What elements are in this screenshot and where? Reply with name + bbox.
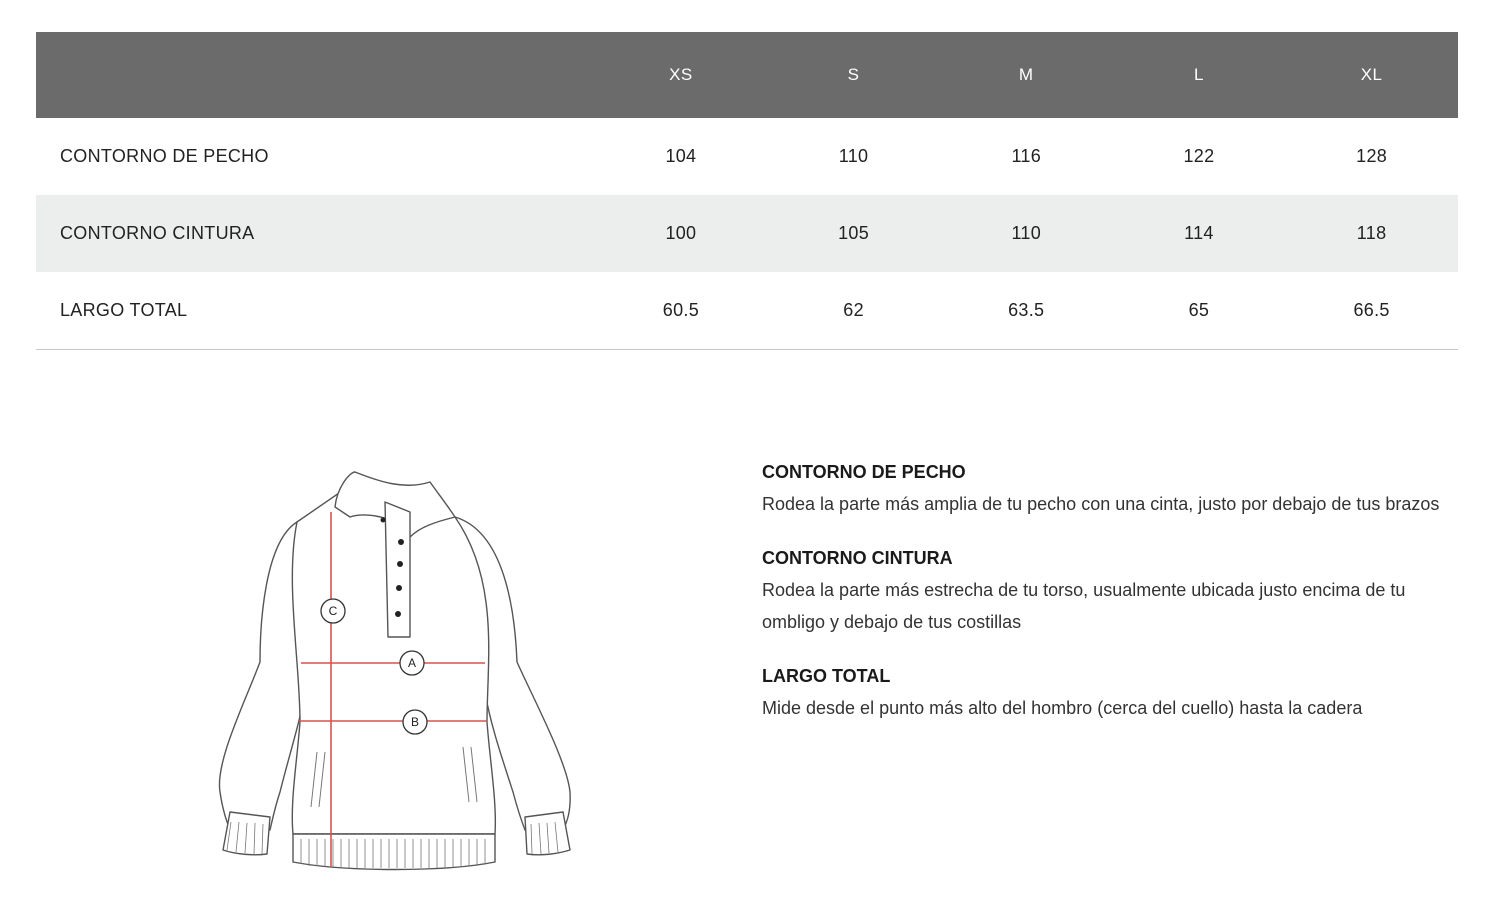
table-cell: 65: [1188, 299, 1210, 320]
desc-text: Rodea la parte más amplia de tu pecho con una cinta, justo por debajo de tus brazos: [762, 494, 1440, 514]
table-cell: 116: [1011, 146, 1042, 166]
marker-a-label: A: [407, 656, 417, 670]
desc-title: CONTORNO CINTURA: [762, 548, 953, 568]
row-label: CONTORNO CINTURA: [60, 223, 255, 243]
table-row-length: [36, 272, 1458, 349]
desc-chest: [762, 456, 1462, 520]
size-header-m: M: [1018, 65, 1034, 84]
sweatshirt-illustration: [205, 462, 585, 882]
marker-b-label: B: [410, 715, 420, 729]
table-cell: 114: [1184, 223, 1214, 243]
table-cell: 104: [665, 146, 697, 166]
desc-title: CONTORNO DE PECHO: [762, 462, 966, 482]
marker-c-label: C: [328, 604, 338, 618]
table-row-waist: [36, 195, 1458, 272]
desc-waist: [762, 542, 1462, 638]
desc-length: [762, 660, 1462, 724]
row-label: LARGO TOTAL: [60, 299, 188, 320]
table-cell: 122: [1183, 146, 1215, 166]
table-cell: 63.5: [1008, 299, 1045, 320]
table-cell: 105: [838, 223, 870, 243]
table-cell: 118: [1356, 223, 1387, 243]
row-label: CONTORNO DE PECHO: [60, 146, 269, 166]
size-header-s: S: [847, 65, 860, 84]
table-cell: 110: [838, 146, 869, 166]
size-header-row: [36, 32, 1458, 118]
table-cell: 62: [843, 299, 864, 320]
table-row-chest: [36, 118, 1458, 195]
desc-title: LARGO TOTAL: [762, 666, 891, 686]
size-header-l: L: [1193, 65, 1204, 84]
desc-text: Rodea la parte más estrecha de tu torso, usualmente ubicada justo encima de tu ombligo y debajo de tus costillas: [762, 580, 1406, 632]
size-header-xl: XL: [1360, 65, 1383, 84]
size-chart-table: [36, 32, 1458, 350]
table-cell: 128: [1356, 146, 1388, 166]
table-cell: 110: [1011, 223, 1042, 243]
measurement-descriptions: [762, 456, 1462, 746]
table-cell: 60.5: [662, 299, 700, 320]
table-cell: 66.5: [1353, 299, 1390, 320]
desc-text: Mide desde el punto más alto del hombro (cerca del cuello) hasta la cadera: [762, 698, 1363, 718]
table-cell: 100: [665, 223, 697, 243]
header-label-cell: [36, 32, 595, 118]
sweatshirt-drawing: [205, 462, 585, 882]
size-header-xs: XS: [669, 65, 693, 84]
